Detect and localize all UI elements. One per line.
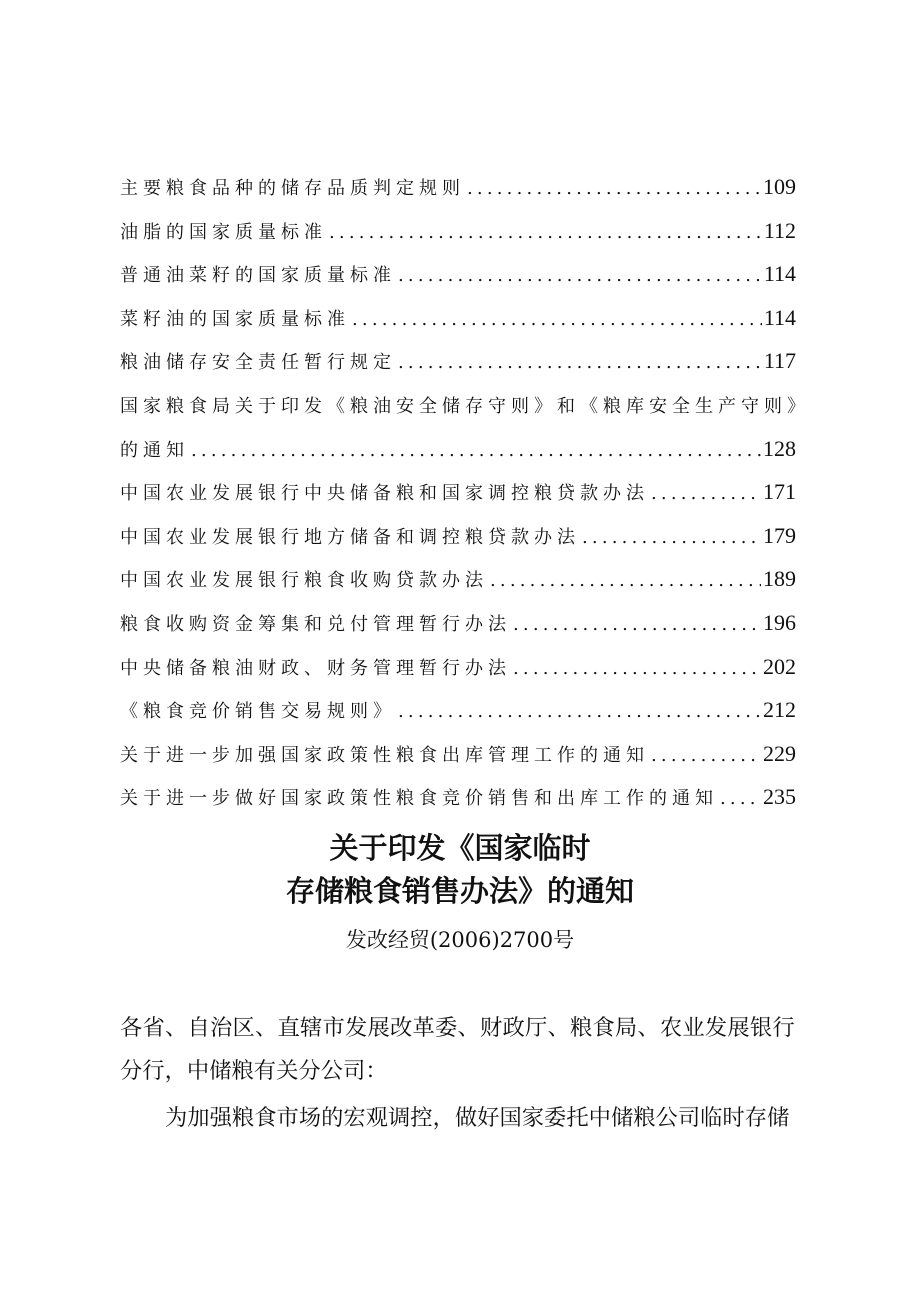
toc-dot-leader [329,222,762,243]
toc-dot-leader [467,178,761,199]
toc-entry-page: 235 [763,784,796,810]
toc-entry-title: 国家粮食局关于印发《粮油安全储存守则》和《粮库安全生产守则》 [120,395,810,417]
toc-entry-page: 114 [763,261,796,287]
toc-entry[interactable] [120,261,796,305]
toc-entry-page: 117 [763,348,796,374]
toc-entry[interactable] [120,218,796,262]
toc-dot-leader [582,527,761,548]
toc-dot-leader [720,788,761,809]
toc-entry-page: 171 [763,479,796,505]
toc-entry-page: 109 [763,174,796,199]
toc-entry-title: 中国农业发展银行地方储备和调控粮贷款办法 [120,526,580,548]
toc-entry-title: 菜籽油的国家质量标准 [120,308,350,330]
toc-dot-leader [513,614,761,635]
toc-entry-title: 中央储备粮油财政、财务管理暂行办法 [120,657,511,679]
toc-entry[interactable] [120,741,796,785]
document-title-line2: 存储粮食销售办法》的通知 [285,874,634,908]
toc-dot-leader [352,309,762,330]
toc-entry-title: 普通油菜籽的国家质量标准 [120,265,396,287]
toc-entry[interactable] [120,697,796,741]
toc-entry[interactable] [120,305,796,349]
toc-entry-page: 179 [763,522,796,548]
document-title-line1: 关于印发《国家临时 [329,831,591,865]
toc-entry[interactable] [120,654,796,698]
toc-entry-page: 114 [763,304,796,330]
toc-dot-leader [490,570,761,591]
toc-entry-title: 关于进一步加强国家政策性粮食出库管理工作的通知 [120,744,649,766]
addressee-line1: 各省、自治区、直辖市发展改革委、财政厅、粮食局、农业发展银行 [120,1015,795,1041]
toc-entry-title: 油脂的国家质量标准 [120,221,327,243]
toc-entry-page: 112 [763,217,796,243]
toc-entry-title: 粮油储存安全责任暂行规定 [120,352,396,374]
toc-entry[interactable] [120,348,796,392]
toc-entry-title: 《粮食竞价销售交易规则》 [120,701,396,723]
toc-entry-page: 128 [763,435,796,461]
toc-entry[interactable] [120,392,810,436]
toc-entry[interactable] [120,523,796,567]
toc-entry-page: 212 [763,697,796,723]
toc-dot-leader [651,745,761,766]
toc-entry[interactable] [120,566,796,610]
toc-entry[interactable] [120,479,796,523]
toc-entry[interactable] [120,610,796,654]
table-of-contents [120,174,810,828]
toc-entry-title: 粮食收购资金筹集和兑付管理暂行办法 [120,613,511,635]
toc-entry[interactable] [120,174,796,218]
toc-entry[interactable] [120,784,796,828]
toc-entry-page: 229 [763,740,796,766]
addressee-line2: 分行，中储粮有关分公司： [120,1058,388,1084]
toc-dot-leader [398,352,762,373]
toc-dot-leader [191,440,761,461]
toc-dot-leader [398,265,762,286]
paragraph-1: 为加强粮食市场的宏观调控，做好国家委托中储粮公司临时存储 [165,1105,790,1131]
toc-entry-page: 202 [763,653,796,679]
toc-entry-title: 中国农业发展银行粮食收购贷款办法 [120,570,488,592]
toc-dot-leader [651,483,761,504]
document-number: 发改经贸(2006)2700号 [345,928,575,952]
toc-entry-title: 关于进一步做好国家政策性粮食竞价销售和出库工作的通知 [120,788,718,810]
toc-entry-title: 中国农业发展银行中央储备粮和国家调控粮贷款办法 [120,483,649,505]
toc-entry-page: 196 [763,609,796,635]
toc-entry-title: 主要粮食品种的储存品质判定规则 [120,178,465,199]
toc-dot-leader [513,658,761,679]
toc-entry[interactable] [120,436,796,480]
toc-entry-page: 189 [763,566,796,592]
toc-entry-title: 的通知 [120,439,189,461]
toc-dot-leader [398,701,761,722]
